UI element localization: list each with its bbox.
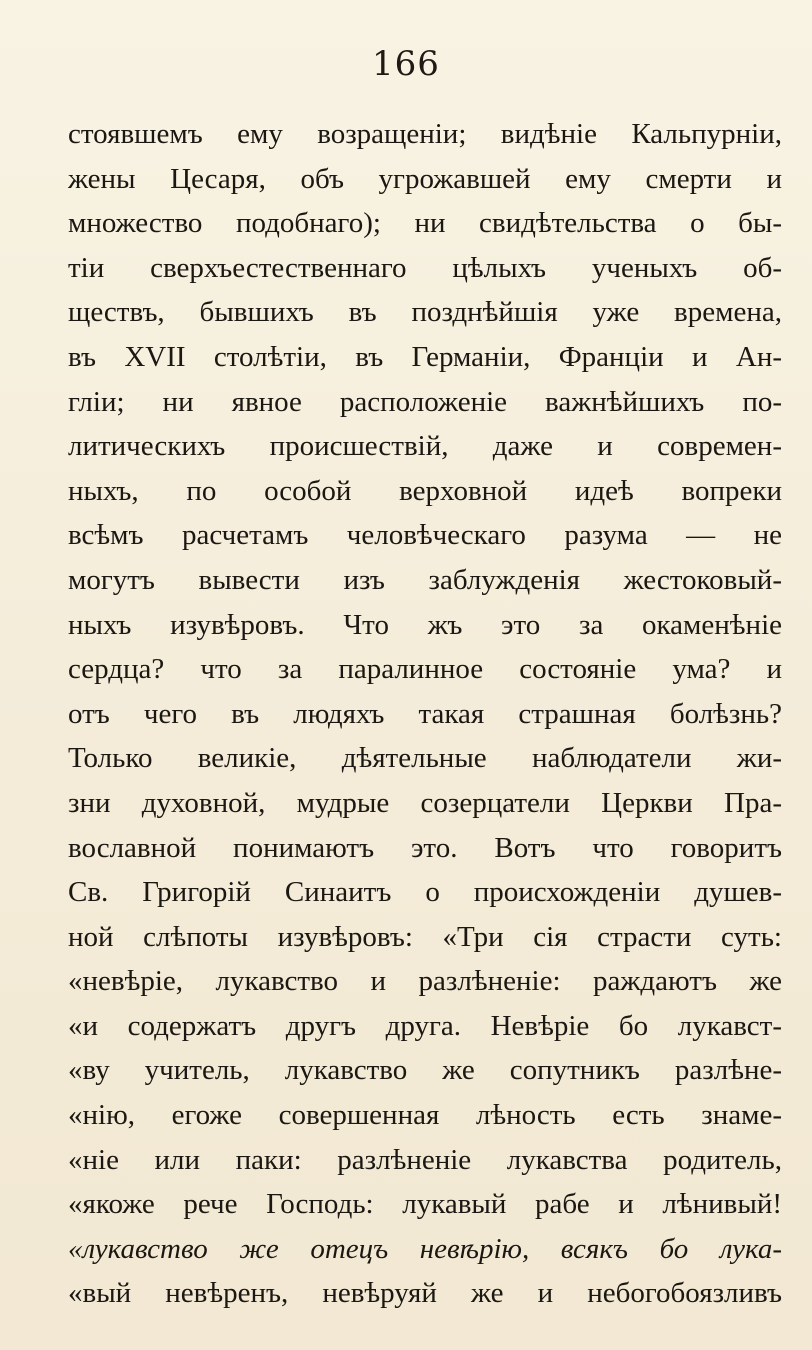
page-text xyxy=(68,112,782,1316)
text-line: «и содержатъ другъ друга. Невѣріе бо лукавст- xyxy=(68,1009,782,1042)
text-line: ществъ, бывшихъ въ позднѣйшія уже времена, xyxy=(68,296,782,329)
text-line: «невѣріе, лукавство и разлѣненіе: раждаютъ же xyxy=(68,965,782,998)
text-line: ныхъ изувѣровъ. Что жъ это за окаменѣніе xyxy=(68,608,782,641)
text-line: ной слѣпоты изувѣровъ: «Три сія страсти суть: xyxy=(68,920,782,953)
text-line: въ XVII столѣтіи, въ Германіи, Франціи и Ан- xyxy=(68,340,782,373)
text-line: «ніе или паки: разлѣненіе лукавства родитель, xyxy=(68,1143,782,1176)
text-line: отъ чего въ людяхъ такая страшная болѣзнь? xyxy=(68,697,782,730)
text-line: зни духовной, мудрые созерцатели Церкви Пра- xyxy=(68,786,782,819)
text-line: сердца? что за паралинное состояніе ума? и xyxy=(68,653,782,686)
text-line: Только великіе, дѣятельные наблюдатели жи- xyxy=(68,742,782,775)
text-line: множество подобнаго); ни свидѣтельства о бы- xyxy=(68,207,782,240)
text-line: «ву учитель, лукавство же сопутникъ разлѣне- xyxy=(68,1054,782,1087)
text-line-italic: «лукавство же отецъ невѣрію, всякъ бо лука- xyxy=(68,1232,782,1265)
text-line: «вый невѣренъ, невѣруяй же и небогобоязливъ xyxy=(68,1277,782,1310)
text-line: стоявшемъ ему возращеніи; видѣніе Кальпурніи, xyxy=(68,118,782,150)
text-line: ныхъ, по особой верховной идеѣ вопреки xyxy=(68,474,782,507)
text-line: тіи сверхъестественнаго цѣлыхъ ученыхъ об- xyxy=(68,251,782,284)
text-line: «нію, егоже совершенная лѣность есть знаме- xyxy=(68,1099,782,1132)
text-line: «якоже рече Господь: лукавый рабе и лѣнивый! xyxy=(68,1188,782,1221)
text-line: гліи; ни явное расположеніе важнѣйшихъ по- xyxy=(68,385,782,418)
text-line: Св. Григорій Синаитъ о происхожденіи душев- xyxy=(68,876,782,909)
text-line: вославной понимаютъ это. Вотъ что говоритъ xyxy=(68,831,782,864)
text-line: могутъ вывести изъ заблужденія жестоковый- xyxy=(68,563,782,596)
page-number: 166 xyxy=(372,44,440,84)
text-line: всѣмъ расчетамъ человѣческаго разума — не xyxy=(68,519,782,552)
text-line: жены Цесаря, объ угрожавшей ему смерти и xyxy=(68,162,782,195)
text-line: литическихъ происшествій, даже и современ- xyxy=(68,430,782,463)
